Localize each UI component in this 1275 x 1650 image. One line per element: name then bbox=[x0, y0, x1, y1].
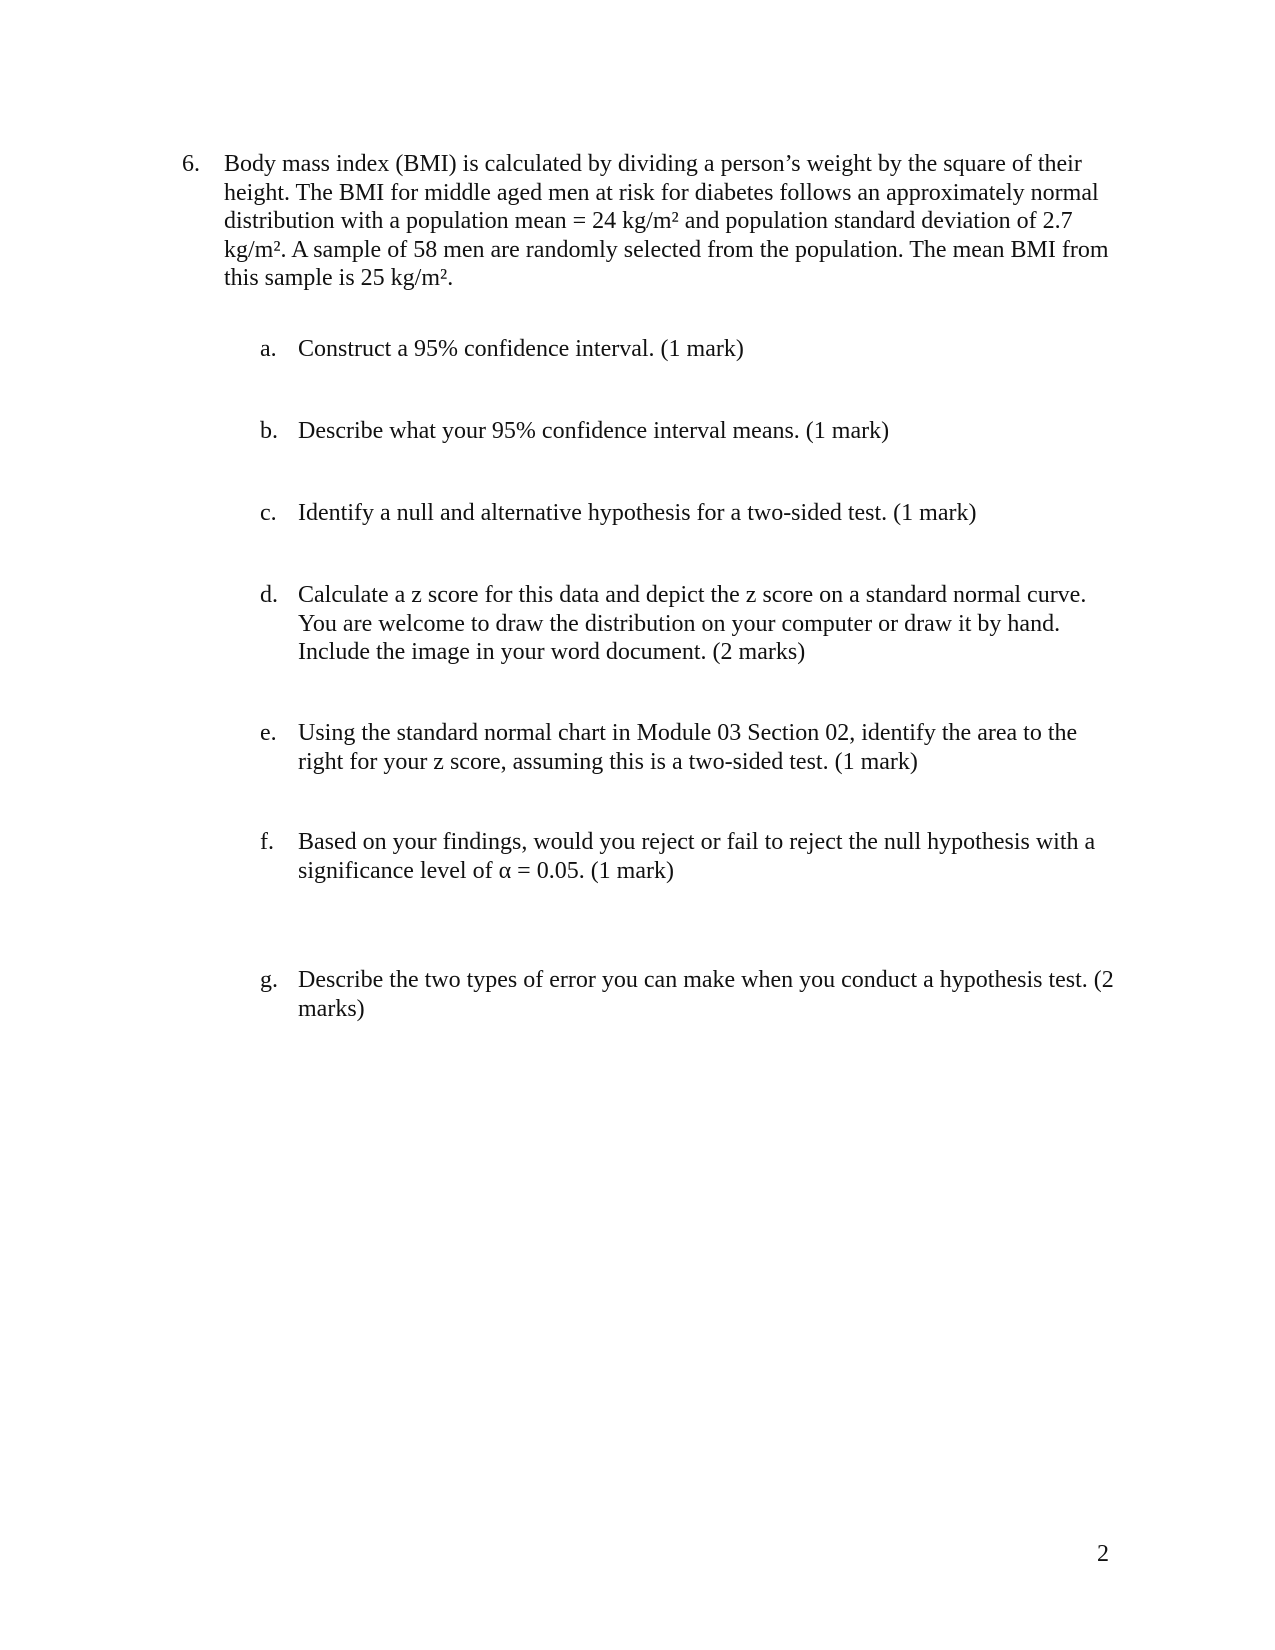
part-text: Construct a 95% confidence interval. (1 mark) bbox=[298, 336, 744, 362]
part-label: g. bbox=[260, 967, 278, 993]
part-text: Describe what your 95% confidence interval means. (1 mark) bbox=[298, 418, 890, 444]
part-label: e. bbox=[260, 720, 277, 746]
part-label: b. bbox=[260, 418, 278, 444]
part-text: Based on your findings, would you reject or fail to reject the null hypothesis with a significance level of α = 0.05. (1 mark) bbox=[298, 829, 1096, 884]
part-label: d. bbox=[260, 582, 278, 608]
part-text: Using the standard normal chart in Module 03 Section 02, identify the area to the right for your z score, assuming this is a two-sided test. (1 mark) bbox=[298, 720, 1078, 775]
part-text: Identify a null and alternative hypothesis for a two-sided test. (1 mark) bbox=[298, 500, 977, 526]
part-label: f. bbox=[260, 829, 274, 855]
part-text: Describe the two types of error you can make when you conduct a hypothesis test. (2 marks) bbox=[298, 967, 1114, 1022]
part-label: c. bbox=[260, 500, 277, 526]
part-text: Calculate a z score for this data and depict the z score on a standard normal curve. You are welcome to draw the distribution on your computer or draw it by hand. Include the image in your word document. (2 marks) bbox=[298, 582, 1087, 665]
question-text: Body mass index (BMI) is calculated by dividing a person’s weight by the square of their height. The BMI for middle aged men at risk for diabetes follows an approximately normal distribution with a population mean = 24 kg/m² and population standard deviation of 2.7 kg/m². A sample of 58 men are randomly selected from the population. The mean BMI from this sample is 25 kg/m². bbox=[224, 151, 1109, 291]
page-number: 2 bbox=[1097, 1541, 1109, 1567]
question-number: 6. bbox=[182, 151, 200, 177]
part-label: a. bbox=[260, 336, 277, 362]
